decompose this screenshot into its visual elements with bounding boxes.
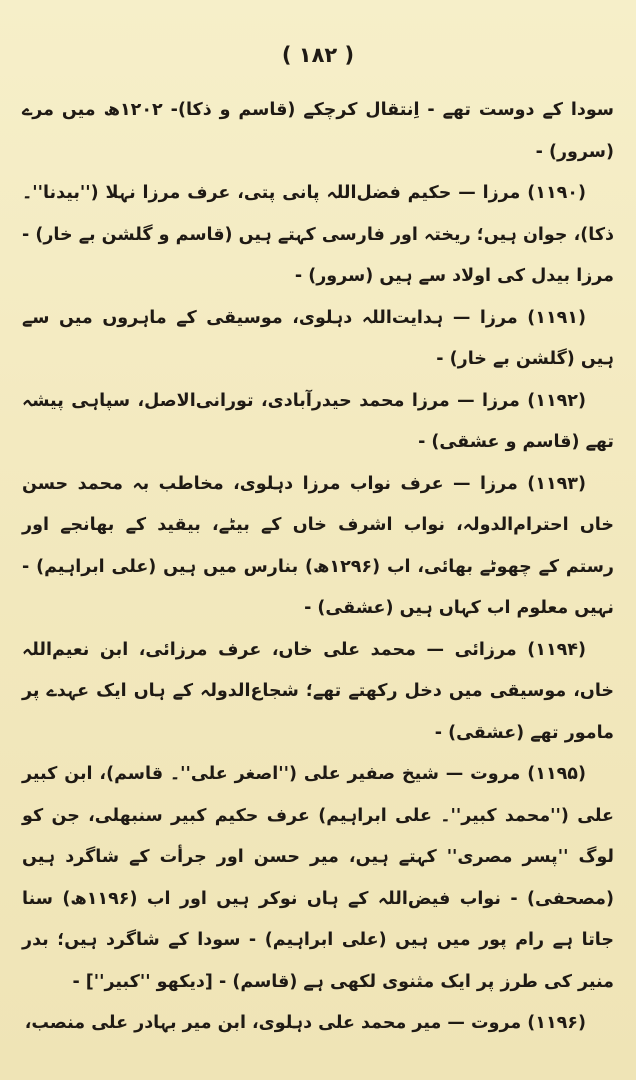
entry-1192: (۱۱۹۲) مرزا — مرزا محمد حیدرآبادی، تورانی‌الاصل، سپاہی پیشہ تھے (قاسم و عشقی) - xyxy=(22,390,614,452)
page-body xyxy=(22,90,614,1045)
entry-1191: (۱۱۹۱) مرزا — ہدایت‌اللہ دہلوی، موسیقی کے ماہروں میں سے ہیں (گلشن بے خار) - xyxy=(22,307,614,369)
entry-1196: (۱۱۹۶) مروت — میر محمد علی دہلوی، ابن میر بہادر علی منصب، xyxy=(24,1013,586,1033)
page-number: ( ۱۸۲ ) xyxy=(281,43,355,67)
paragraph-continuation: سودا کے دوست تھے - اِنتقال کرچکے (قاسم و ذکا)- ۱۲۰۲ھ میں مرے (سرور) - xyxy=(22,100,614,162)
entry-1194: (۱۱۹۴) مرزائی — محمد علی خاں، عرف مرزائی، ابن نعیم‌اللہ خاں، موسیقی میں دخل رکھتے تھے؛ شجاع‌الدولہ کے ہاں ایک عہدے پر مامور تھے (عشقی) - xyxy=(22,639,614,743)
entry-1193: (۱۱۹۳) مرزا — عرف نواب مرزا دہلوی، مخاطب بہ محمد حسن خاں احترام‌الدولہ، نواب اشرف خاں کے بیٹے، بیقید کے بھانجے اور رستم کے چھوٹے بھائی، اب (۱۲۹۶ھ) بنارس میں ہیں (علی ابراہیم) - نہیں معلوم اب کہاں ہیں (عشقی) - xyxy=(22,473,614,618)
entry-1190: (۱۱۹۰) مرزا — حکیم فضل‌اللہ پانی پتی، عرف مرزا نہلا (''بیدنا''۔ ذکا)، جوان ہیں؛ ریختہ اور فارسی کہتے ہیں (قاسم و گلشن بے خار) - مرزا بیدل کی اولاد سے ہیں (سرور) - xyxy=(22,183,614,286)
entry-1195: (۱۱۹۵) مروت — شیخ صفیر علی (''اصغر علی''۔ قاسم)، ابن کبیر علی (''محمد کبیر''۔ علی ابراہیم) عرف حکیم کبیر سنبھلی، جن کو لوگ ''پسر مصری'' کہتے ہیں، میر حسن اور جرأت کے شاگرد ہیں (مصحفی) - نواب فیض‌اللہ کے ہاں نوکر ہیں اور اب (۱۱۹۶ھ) سنا جاتا ہے رام پور میں ہیں (علی ابراہیم) - سودا کے شاگرد ہیں؛ بدر منیر کی طرز پر ایک مثنوی لکھی ہے (قاسم) - [دیکھو ''کبیر''] - xyxy=(22,764,614,992)
